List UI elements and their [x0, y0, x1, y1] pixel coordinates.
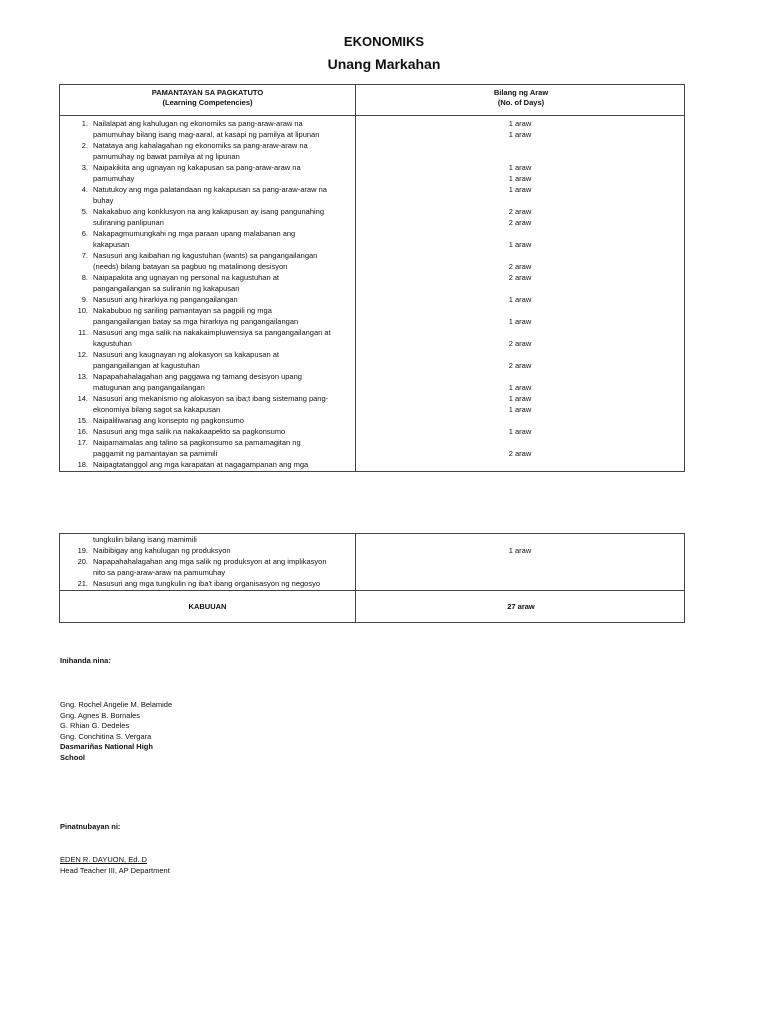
competency-text: Natutukoy ang mga palatandaan ng kakapusan sa pang-araw-araw na buhay [93, 185, 327, 205]
competency-text: Naipaliliwanag ang konsepto ng pagkonsumo [93, 416, 244, 425]
head-title: Head Teacher III, AP Department [60, 865, 170, 875]
competency-text: Naipagtatanggol ang mga karapatan at nagagampanan ang mga [93, 460, 309, 469]
competency-text: Nasusuri ang kaugnayan ng alokasyon sa kakapusan at pangangailangan at kagustuhan [93, 350, 279, 370]
competency-text: Nailalapat ang kahulugan ng ekonomiks sa pang-araw-araw na pamumuhay bilang isang mag-aaral, at kasapi ng pamilya at lipunan [93, 119, 320, 139]
days-cell: 2 araw [508, 361, 532, 370]
competency-number: 20. [77, 557, 88, 566]
competency-text: Naipamamalas ang talino sa pagkonsumo sa pamamagitan ng paggamit ng pamantayan sa pamimili [93, 438, 301, 458]
competency-number: 13. [77, 372, 88, 381]
days-cell: 1 araw [508, 546, 532, 555]
competency-number: 21. [77, 579, 88, 588]
competency-number: 10. [77, 306, 88, 315]
days-cell: 1 araw [508, 240, 532, 249]
competency-number: 1. [81, 119, 88, 128]
competency-text: Napapahahalagahan ang paggawa ng tamang desisyon upang matugunan ang pangangailangan [93, 372, 302, 392]
competency-number: 2. [81, 141, 88, 150]
competency-text: Nasusuri ang hirarkiya ng pangangailangan [93, 295, 238, 304]
competency-text: Nasusuri ang mekanismo ng alokasyon sa iba;t ibang sistemang pang- ekonomiya bilang sagot sa kakapusan [93, 394, 329, 414]
school-name-cont: School [60, 752, 86, 762]
competency-text: Nakabubuo ng sariling pamantayan sa pagpili ng mga pangangailangan batay sa mga hirarkiya ng pangangailangan [93, 306, 299, 326]
days-cell: 2 araw [508, 449, 532, 458]
competency-number: 4. [81, 185, 88, 194]
days-cell: 1 araw [508, 295, 532, 304]
header-days-sublabel: (No. of Days) [497, 98, 545, 107]
header-competencies-sublabel: (Learning Competencies) [162, 98, 253, 107]
competency-text: Napapahahalagahan ang mga salik ng produksyon at ang implikasyon nito sa pang-araw-araw na pamumuhay [93, 557, 327, 577]
days-cell: 1 araw [508, 185, 532, 194]
days-cell: 1 araw [508, 174, 532, 183]
header-divider [60, 115, 684, 116]
competency-number: 8. [81, 273, 88, 282]
competency-text: Nasusuri ang kaibahan ng kagustuhan (wants) sa pangangailangan (needs) bilang batayan sa pagbuo ng matalinong desisyon [93, 251, 318, 271]
competency-number: 7. [81, 251, 88, 260]
noted-by-label: Pinatnubayan ni: [60, 822, 121, 831]
days-cell: 2 araw [508, 339, 532, 348]
days-cell: 2 araw [508, 262, 532, 271]
total-label: KABUUAN [188, 602, 227, 611]
competency-text: Naipakikita ang ugnayan ng kakapusan sa pang-araw-araw na pamumuhay [93, 163, 301, 183]
preparers-block [60, 700, 172, 763]
days-cell: 2 araw [508, 218, 532, 227]
competency-number: 18. [77, 460, 88, 469]
days-cell: 1 araw [508, 394, 532, 403]
document-subtitle: Unang Markahan [327, 56, 441, 72]
competency-number: 5. [81, 207, 88, 216]
competency-text: Naibibigay ang kahulugan ng produksyon [93, 546, 231, 555]
competency-number: 14. [77, 394, 88, 403]
competency-number: 6. [81, 229, 88, 238]
competency-text: Nakapagmumungkahi ng mga paraan upang malabanan ang kakapusan [93, 229, 296, 249]
competency-number: 17. [77, 438, 88, 447]
days-cell: 1 araw [508, 130, 532, 139]
days-cell: 1 araw [508, 317, 532, 326]
competency-text: Nasusuri ang mga salik na nakakaimpluwensiya sa pangangailangan at kagustuhan [93, 328, 331, 348]
days-cell: 1 araw [508, 119, 532, 128]
days-cell: 1 araw [508, 383, 532, 392]
total-divider [60, 590, 684, 591]
header-days [356, 88, 686, 108]
competency-number: 16. [77, 427, 88, 436]
school-name: Dasmariñas National High [60, 742, 153, 751]
preparer-name: Gng. Agnes B. Bornales [60, 710, 141, 720]
competency-text: Nasusuri ang mga salik na nakakaapekto sa pagkonsumo [93, 427, 286, 436]
competency-text: Naipapakita ang ugnayan ng personal na kagustuhan at pangangailangan sa suliranin ng kakapusan [93, 273, 279, 293]
preparer-name: Gng. Rochel Angelie M. Belamide [60, 700, 173, 709]
header-competencies-label: PAMANTAYAN SA PAGKATUTO [151, 88, 264, 97]
head-name: EDEN R. DAYUON, Ed. D [60, 855, 147, 864]
preparer-name: G. Rhian G. Dedeles [60, 721, 130, 730]
header-days-label: Bilang ng Araw [493, 88, 549, 97]
head-block [60, 855, 170, 876]
days-cell: 1 araw [508, 405, 532, 414]
days-cell: 1 araw [508, 427, 532, 436]
document-title: EKONOMIKS [343, 34, 425, 49]
total-value: 27 araw [507, 602, 535, 611]
competency-number: 15. [77, 416, 88, 425]
continued-text: tungkulin bilang isang mamimili [93, 535, 197, 544]
header-competencies [60, 88, 355, 108]
competency-number: 19. [77, 546, 88, 555]
days-cell: 2 araw [508, 207, 532, 216]
competency-text: Nakakabuo ang konklusyon na ang kakapusan ay isang pangunahing suliraning panlipunan [93, 207, 325, 227]
days-cell: 1 araw [508, 163, 532, 172]
competency-number: 11. [78, 328, 88, 337]
competency-number: 12. [77, 350, 88, 359]
prepared-by-label: Inihanda nina: [60, 656, 111, 665]
preparer-name: Gng. Conchitina S. Vergara [60, 731, 152, 741]
competency-number: 3. [81, 163, 88, 172]
competency-text: Nasusuri ang mga tungkulin ng iba't ibang organisasyon ng negosyo [93, 579, 320, 588]
competency-number: 9. [81, 295, 88, 304]
days-cell: 2 araw [508, 273, 532, 282]
competency-text: Natataya ang kahalagahan ng ekonomiks sa pang-araw-araw na pamumuhay ng bawat pamilya at ng lipunan [93, 141, 308, 161]
